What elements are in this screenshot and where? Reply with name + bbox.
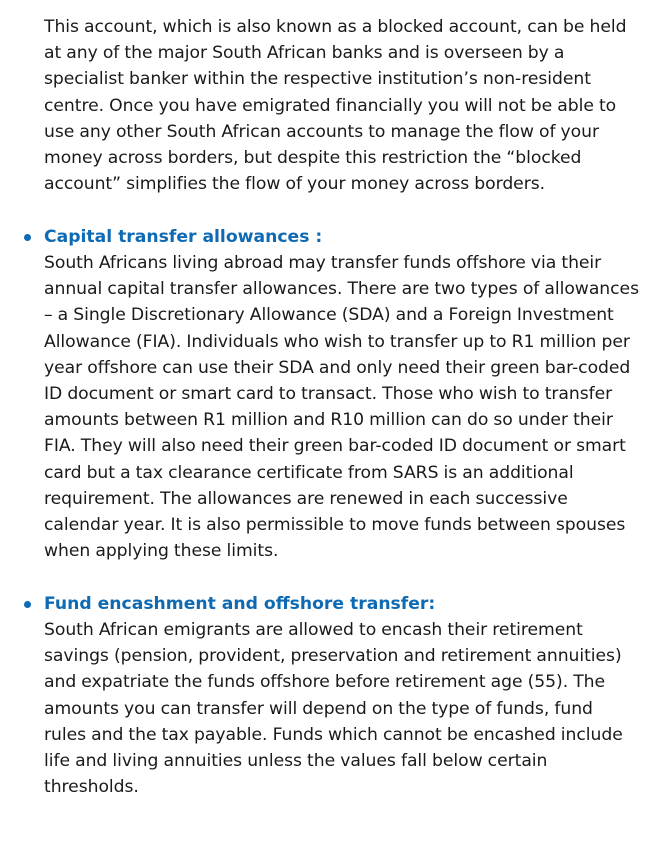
section-heading-fund-encashment: Fund encashment and offshore transfer: [44,594,436,614]
bullet-icon [24,234,31,241]
section-body-fund-encashment: South African emigrants are allowed to encash their retirement savings (pension, provident, preservation and retirement annuities) and expatriate the funds offshore before retirement age (55). The amounts you can transfer will depend on the type of funds, fund rules and the tax payable. Funds which cannot be encashed include life and living annuities unless the values fall below certain thresholds. [44,620,623,798]
section-body-capital-transfer: South Africans living abroad may transfer funds offshore via their annual capital transfer allowances. There are two types of allowances – a Single Discretionary Allowance (SDA) and a Foreign Investment Allowance (FIA). Individuals who wish to transfer up to R1 million per year offshore can use their SDA and only need their green bar-coded ID document or smart card to transact. Those who wish to transfer amounts between R1 million and R10 million can do so under their FIA. They will also need their green bar-coded ID document or smart card but a tax clearance certificate from SARS is an additional requirement. The allowances are renewed in each successive calendar year. It is also permissible to move funds between spouses when applying these limits. [44,253,639,562]
section-heading-capital-transfer: Capital transfer allowances : [44,227,323,247]
intro-paragraph: This account, which is also known as a blocked account, can be held at any of the major South African banks and is overseen by a specialist banker within the respective institution’s non-resident centre. Once you have emigrated financially you will not be able to use any other South African accounts to manage the flow of your money across borders, but despite this restriction the “blocked account” simplifies the flow of your money across borders. [44,17,627,195]
bullet-item-fund-encashment [0,591,650,617]
bullet-icon [24,601,31,608]
bullet-item-capital-transfer [0,224,650,250]
